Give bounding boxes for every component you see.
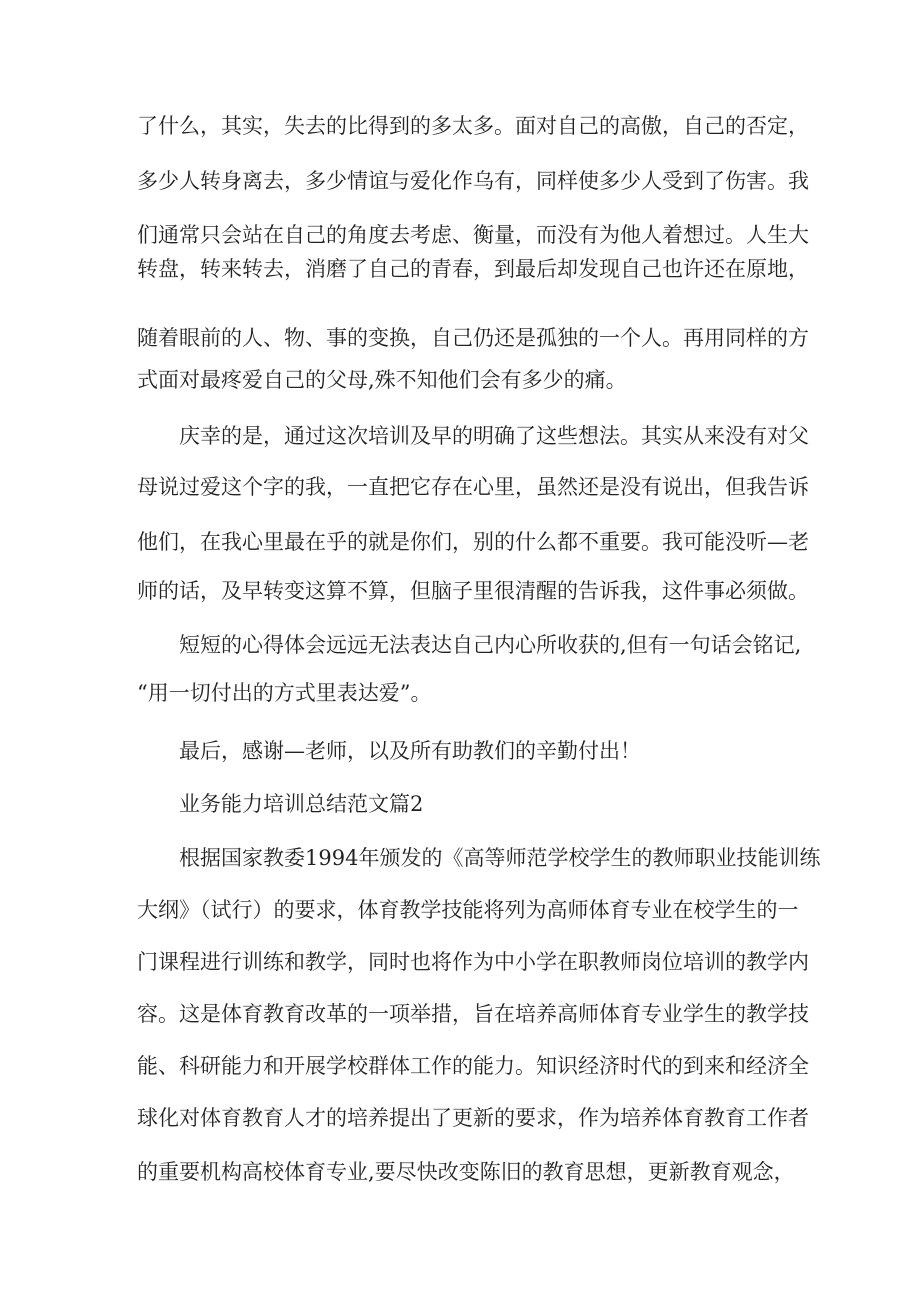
paragraph-line: 转盘，转来转去，消磨了自己的青春，到最后却发现自己也许还在原地， xyxy=(137,257,809,281)
paragraph-line: 师的话，及早转变这算不算，但脑子里很清醒的告诉我，这件事必须做。 xyxy=(137,579,809,603)
paragraph-line: 他们，在我心里最在乎的就是你们，别的什么都不重要。我可能没听—老 xyxy=(137,530,809,554)
paragraph-line: 随着眼前的人、物、事的变换，自己仍还是孤独的一个人。再用同样的方 xyxy=(137,326,809,350)
paragraph-line: 容。这是体育教育改革的一项举措，旨在培养高师体育专业学生的教学技 xyxy=(137,1002,809,1026)
paragraph-line: 了什么，其实，失去的比得到的多太多。面对自己的高傲，自己的否定， xyxy=(137,114,809,138)
paragraph-line: “用一切付出的方式里表达爱”。 xyxy=(137,681,432,705)
paragraph-line: 门课程进行训练和教学，同时也将作为中小学在职教师岗位培训的教学内 xyxy=(137,950,809,974)
paragraph-line: 球化对体育教育人才的培养提出了更新的要求，作为培养体育教育工作者 xyxy=(137,1106,809,1130)
paragraph-line: 多少人转身离去，多少情谊与爱化作乌有，同样使多少人受到了伤害。我 xyxy=(137,169,809,193)
paragraph-line: 们通常只会站在自己的角度去考虑、衡量，而没有为他人着想过。人生大 xyxy=(137,223,809,247)
paragraph-line: 的重要机构高校体育专业,要尽快改变陈旧的教育思想，更新教育观念， xyxy=(137,1160,795,1184)
paragraph-line: 能、科研能力和开展学校群体工作的能力。知识经济时代的到来和经济全 xyxy=(137,1054,809,1078)
paragraph-line: 短短的心得体会远远无法表达自己内心所收获的,但有一句话会铭记, xyxy=(179,633,802,657)
paragraph-line: 大纲》（试行）的要求，体育教学技能将列为高师体育专业在校学生的一 xyxy=(137,898,799,922)
paragraph-line: 母说过爱这个字的我，一直把它存在心里，虽然还是没有说出，但我告诉 xyxy=(137,475,809,499)
section-heading: 业务能力培训总结范文篇2 xyxy=(179,792,424,816)
paragraph-line: 式面对最疼爱自己的父母,殊不知他们会有多少的痛。 xyxy=(137,368,627,392)
paragraph-line: 庆幸的是，通过这次培训及早的明确了这些想法。其实从来没有对父 xyxy=(179,424,809,448)
paragraph-line: 根据国家教委1994年颁发的《高等师范学校学生的教师职业技能训练 xyxy=(179,846,821,870)
paragraph-line: 最后，感谢—老师，以及所有助教们的辛勤付出！ xyxy=(179,739,641,763)
